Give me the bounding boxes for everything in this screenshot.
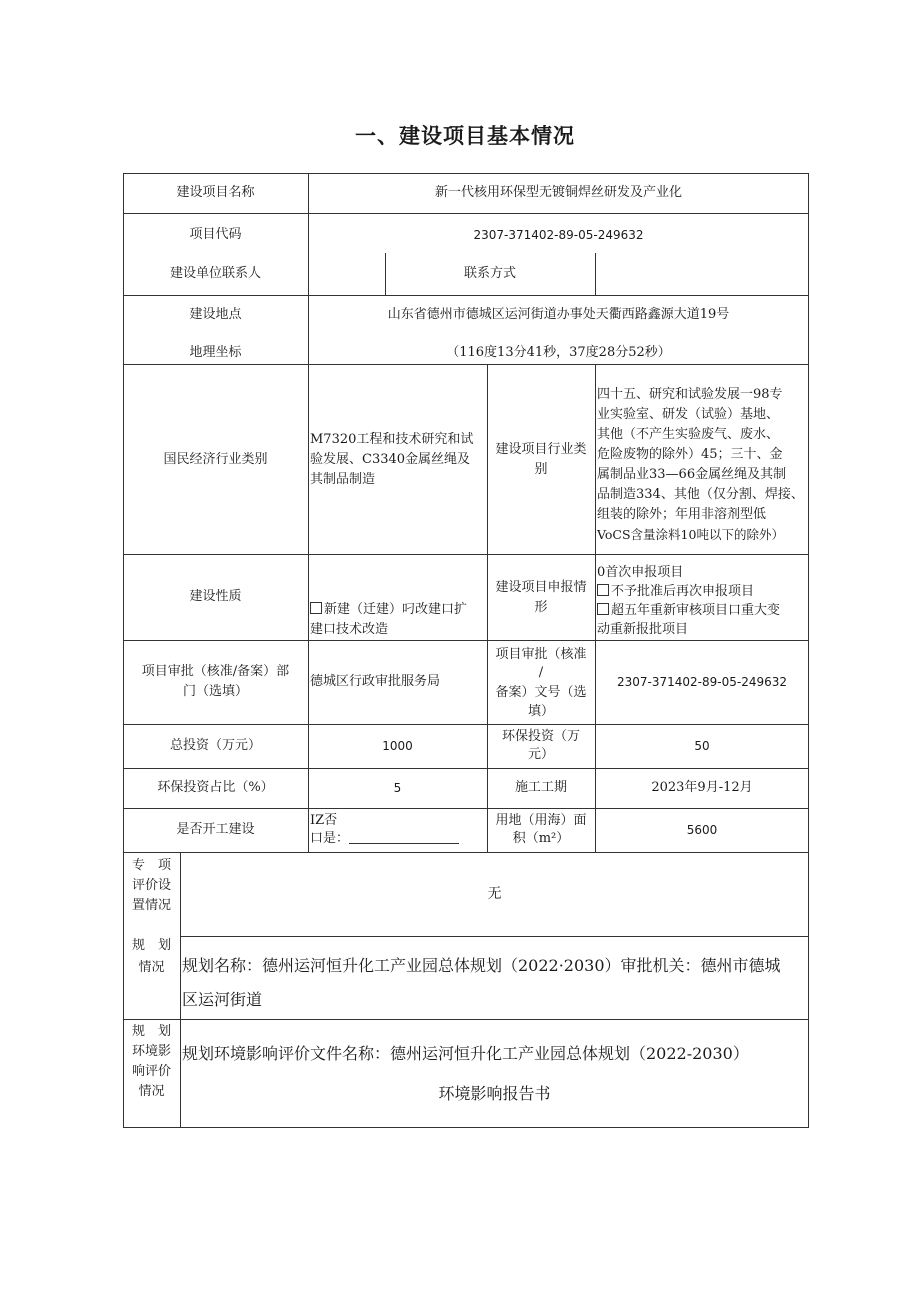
started-option: IZ否 <box>310 813 338 828</box>
special-eval-label-line: 评价设 <box>131 878 171 893</box>
project-industry-value-line: 属制品业33—66金属丝绳及其制 <box>597 467 787 482</box>
project-industry-value-line: 其他（不产生实验废气、废水、 <box>597 427 780 442</box>
project-industry-value-line: 四十五、研究和试验发展一98专 <box>597 387 783 402</box>
plan-value-line: 区运河街道 <box>182 990 263 1009</box>
column-divider <box>595 253 596 295</box>
land-area-label-line: 用地（用海）面 <box>495 813 587 828</box>
project-industry-label-line: 别 <box>534 462 548 477</box>
industry-category-value-line: 验发展、C3340金属丝绳及 <box>310 452 471 467</box>
special-eval-value: 无 <box>487 886 502 902</box>
row-divider <box>123 768 809 769</box>
location-label: 建设地点 <box>189 307 242 322</box>
row-divider <box>123 295 809 296</box>
env-ratio-label: 环保投资占比（%） <box>157 780 274 795</box>
env-investment-label-line: 环保投资（万 <box>501 729 580 744</box>
plan-env-label-line: 环境影 <box>131 1044 171 1059</box>
approval-doc-label-line: 填） <box>527 704 554 719</box>
row-divider <box>123 213 809 214</box>
page-title: 一、建设项目基本情况 <box>355 124 575 148</box>
row-divider <box>180 936 809 937</box>
checkbox-icon <box>310 602 322 614</box>
row-divider <box>123 724 809 725</box>
blank-underline <box>349 831 459 844</box>
approval-doc-value: 2307-371402-89-05-249632 <box>616 675 787 689</box>
report-status-option: 超五年重新审核项目口重大变 <box>597 601 780 621</box>
plan-env-value-line: 规划环境影响评价文件名称：德州运河恒升化工产业园总体规划（2022-2030） <box>182 1044 749 1063</box>
project-code-value: 2307-371402-89-05-249632 <box>473 228 644 242</box>
construction-nature-value-line: 新建（迁建）叼改建口扩 <box>310 600 467 620</box>
project-industry-value-line: 业实验室、研发（试验）基地、 <box>597 407 780 422</box>
construction-period-label: 施工工期 <box>514 780 567 795</box>
project-name-value: 新一代核用环保型无镀铜焊丝研发及产业化 <box>434 185 682 200</box>
approval-doc-label-line: / <box>538 665 544 680</box>
checkbox-icon <box>597 584 609 596</box>
report-status-label-line: 形 <box>534 600 548 615</box>
industry-category-value-line: M7320工程和技术研究和试 <box>310 432 474 447</box>
report-status-option: 动重新报批项目 <box>597 622 689 637</box>
total-investment-label: 总投资（万元） <box>169 738 261 753</box>
row-divider <box>123 1019 809 1020</box>
industry-category-value-line: 其制品制造 <box>310 472 376 487</box>
row-divider <box>123 364 809 365</box>
plan-label-line: 规 划 <box>131 938 171 953</box>
row-divider <box>123 808 809 809</box>
total-investment-value: 1000 <box>382 739 413 753</box>
coordinates-value: （116度13分41秒，37度28分52秒） <box>446 345 671 360</box>
contact-method-label: 联系方式 <box>463 266 516 281</box>
industry-category-label: 国民经济行业类别 <box>163 452 268 467</box>
env-investment-label-line: 元） <box>527 747 554 762</box>
project-industry-value-line: 品制造334、其他（仅分割、焊接、 <box>597 487 804 502</box>
env-investment-value: 50 <box>694 739 710 753</box>
started-option: 口是： <box>310 830 459 848</box>
location-value: 山东省德州市德城区运河街道办事处天衢西路鑫源大道19号 <box>387 307 730 322</box>
started-label: 是否开工建设 <box>176 822 255 837</box>
row-divider <box>123 554 809 555</box>
row-divider <box>123 852 809 853</box>
report-status-label-line: 建设项目申报情 <box>495 580 587 595</box>
plan-value-line: 规划名称：德州运河恒升化工产业园总体规划（2022·2030）审批机关：德州市德城 <box>182 956 781 975</box>
construction-period-value: 2023年9月-12月 <box>651 780 753 795</box>
project-industry-value-line: 组装的除外；年用非溶剂型低 <box>597 507 767 522</box>
approval-dept-label-line: 门（选填） <box>182 684 248 699</box>
project-name-label: 建设项目名称 <box>176 185 255 200</box>
approval-doc-label-line: 项目审批（核准 <box>495 647 587 662</box>
project-industry-value-line: VoCS含量涂料10吨以下的除外） <box>597 527 784 542</box>
project-industry-value-line: 危险废物的除外）45；三十、金 <box>597 447 783 462</box>
approval-doc-label-line: 备案）文号（选 <box>495 685 587 700</box>
special-eval-label-line: 专 项 <box>131 858 171 873</box>
land-area-value: 5600 <box>686 823 718 837</box>
project-industry-label-line: 建设项目行业类 <box>495 442 587 457</box>
checkbox-icon <box>597 603 609 615</box>
land-area-label-line: 积（m²） <box>512 831 570 846</box>
coordinates-label: 地理坐标 <box>189 345 242 360</box>
plan-env-label-line: 规 划 <box>131 1024 171 1039</box>
special-eval-label-line: 置情况 <box>131 898 171 913</box>
approval-dept-value: 德城区行政审批服务局 <box>310 674 441 689</box>
approval-dept-label-line: 项目审批（核准/备案）部 <box>141 664 290 679</box>
report-status-option: 不予批准后再次申报项目 <box>597 582 754 602</box>
plan-env-label-line: 情况 <box>138 1084 165 1099</box>
row-divider <box>123 640 809 641</box>
contact-person-label: 建设单位联系人 <box>169 266 261 281</box>
construction-nature-value-line: 建口技术改造 <box>310 622 389 637</box>
plan-env-value-line: 环境影响报告书 <box>438 1084 551 1103</box>
report-status-option: 0首次申报项目 <box>597 565 684 580</box>
plan-env-label-line: 响评价 <box>131 1064 171 1079</box>
project-code-label: 项目代码 <box>189 227 242 242</box>
env-ratio-value: 5 <box>393 781 402 795</box>
plan-label-line: 情况 <box>138 960 165 975</box>
construction-nature-label: 建设性质 <box>189 589 242 604</box>
